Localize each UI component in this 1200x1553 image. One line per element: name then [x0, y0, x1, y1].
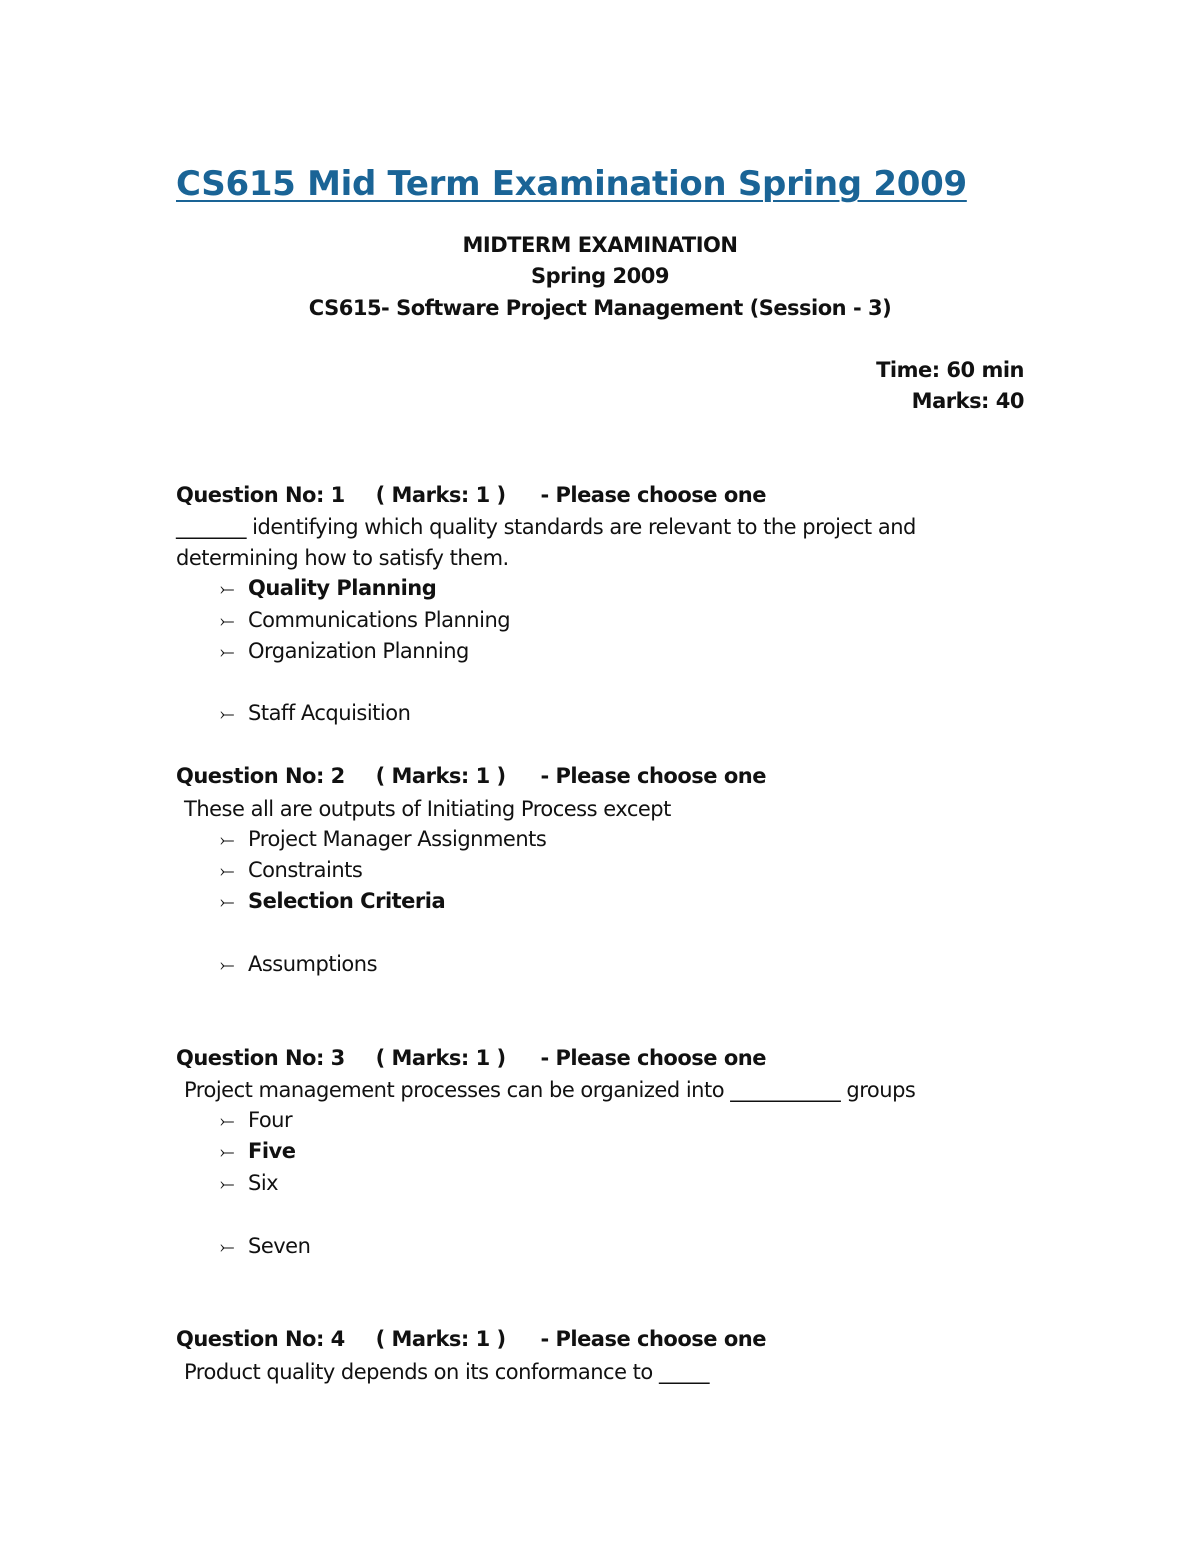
answer-option: ⤚ Project Manager Assignments: [220, 827, 547, 851]
document-title: CS615 Mid Term Examination Spring 2009: [176, 164, 967, 204]
answer-option: ⤚ Quality Planning: [220, 576, 437, 600]
arrowhead-bullet-icon: ⤚: [220, 1174, 234, 1195]
answer-option: ⤚ Organization Planning: [220, 639, 469, 663]
question-marks: ( Marks: 1 ): [375, 483, 506, 507]
arrowhead-bullet-icon: ⤚: [220, 830, 234, 851]
question-text: Product quality depends on its conformance to _____: [184, 1360, 709, 1384]
answer-option: ⤚ Communications Planning: [220, 608, 511, 632]
question-header: [176, 764, 766, 788]
course-name: CS615- Software Project Management (Session - 3): [308, 296, 892, 320]
question-header: [176, 483, 766, 507]
answer-option: ⤚ Six: [220, 1171, 279, 1195]
question-text: These all are outputs of Initiating Process except: [184, 797, 671, 821]
answer-option: ⤚ Seven: [220, 1234, 311, 1258]
question-marks: ( Marks: 1 ): [375, 764, 506, 788]
arrowhead-bullet-icon: ⤚: [220, 642, 234, 663]
answer-option: ⤚ Assumptions: [220, 952, 378, 976]
question-number: Question No: 4: [176, 1327, 345, 1351]
question-instruction: - Please choose one: [540, 1046, 766, 1070]
question-header: [176, 1046, 766, 1070]
question-text: _______ identifying which quality standards are relevant to the project and determining how to satisfy them.: [176, 515, 916, 570]
question-number: Question No: 3: [176, 1046, 345, 1070]
arrowhead-bullet-icon: ⤚: [220, 1142, 234, 1163]
answer-option: ⤚ Staff Acquisition: [220, 701, 411, 725]
arrowhead-bullet-icon: ⤚: [220, 955, 234, 976]
question-number: Question No: 1: [176, 483, 345, 507]
arrowhead-bullet-icon: ⤚: [220, 579, 234, 600]
answer-option: ⤚ Constraints: [220, 858, 363, 882]
answer-option: ⤚ Selection Criteria: [220, 889, 446, 913]
question-marks: ( Marks: 1 ): [375, 1327, 506, 1351]
question-number: Question No: 2: [176, 764, 345, 788]
arrowhead-bullet-icon: ⤚: [220, 704, 234, 725]
question-marks: ( Marks: 1 ): [375, 1046, 506, 1070]
exam-marks: Marks: 40: [911, 389, 1024, 413]
question-text: Project management processes can be organized into ___________ groups: [184, 1078, 916, 1102]
exam-term: Spring 2009: [531, 264, 669, 288]
answer-option: ⤚ Four: [220, 1108, 293, 1132]
arrowhead-bullet-icon: ⤚: [220, 1111, 234, 1132]
arrowhead-bullet-icon: ⤚: [220, 1237, 234, 1258]
exam-time: Time: 60 min: [876, 358, 1024, 382]
answer-option: ⤚ Five: [220, 1139, 296, 1163]
question-instruction: - Please choose one: [540, 483, 766, 507]
question-header: [176, 1327, 766, 1351]
exam-heading: MIDTERM EXAMINATION: [462, 233, 738, 257]
arrowhead-bullet-icon: ⤚: [220, 611, 234, 632]
arrowhead-bullet-icon: ⤚: [220, 861, 234, 882]
question-instruction: - Please choose one: [540, 1327, 766, 1351]
arrowhead-bullet-icon: ⤚: [220, 892, 234, 913]
question-instruction: - Please choose one: [540, 764, 766, 788]
